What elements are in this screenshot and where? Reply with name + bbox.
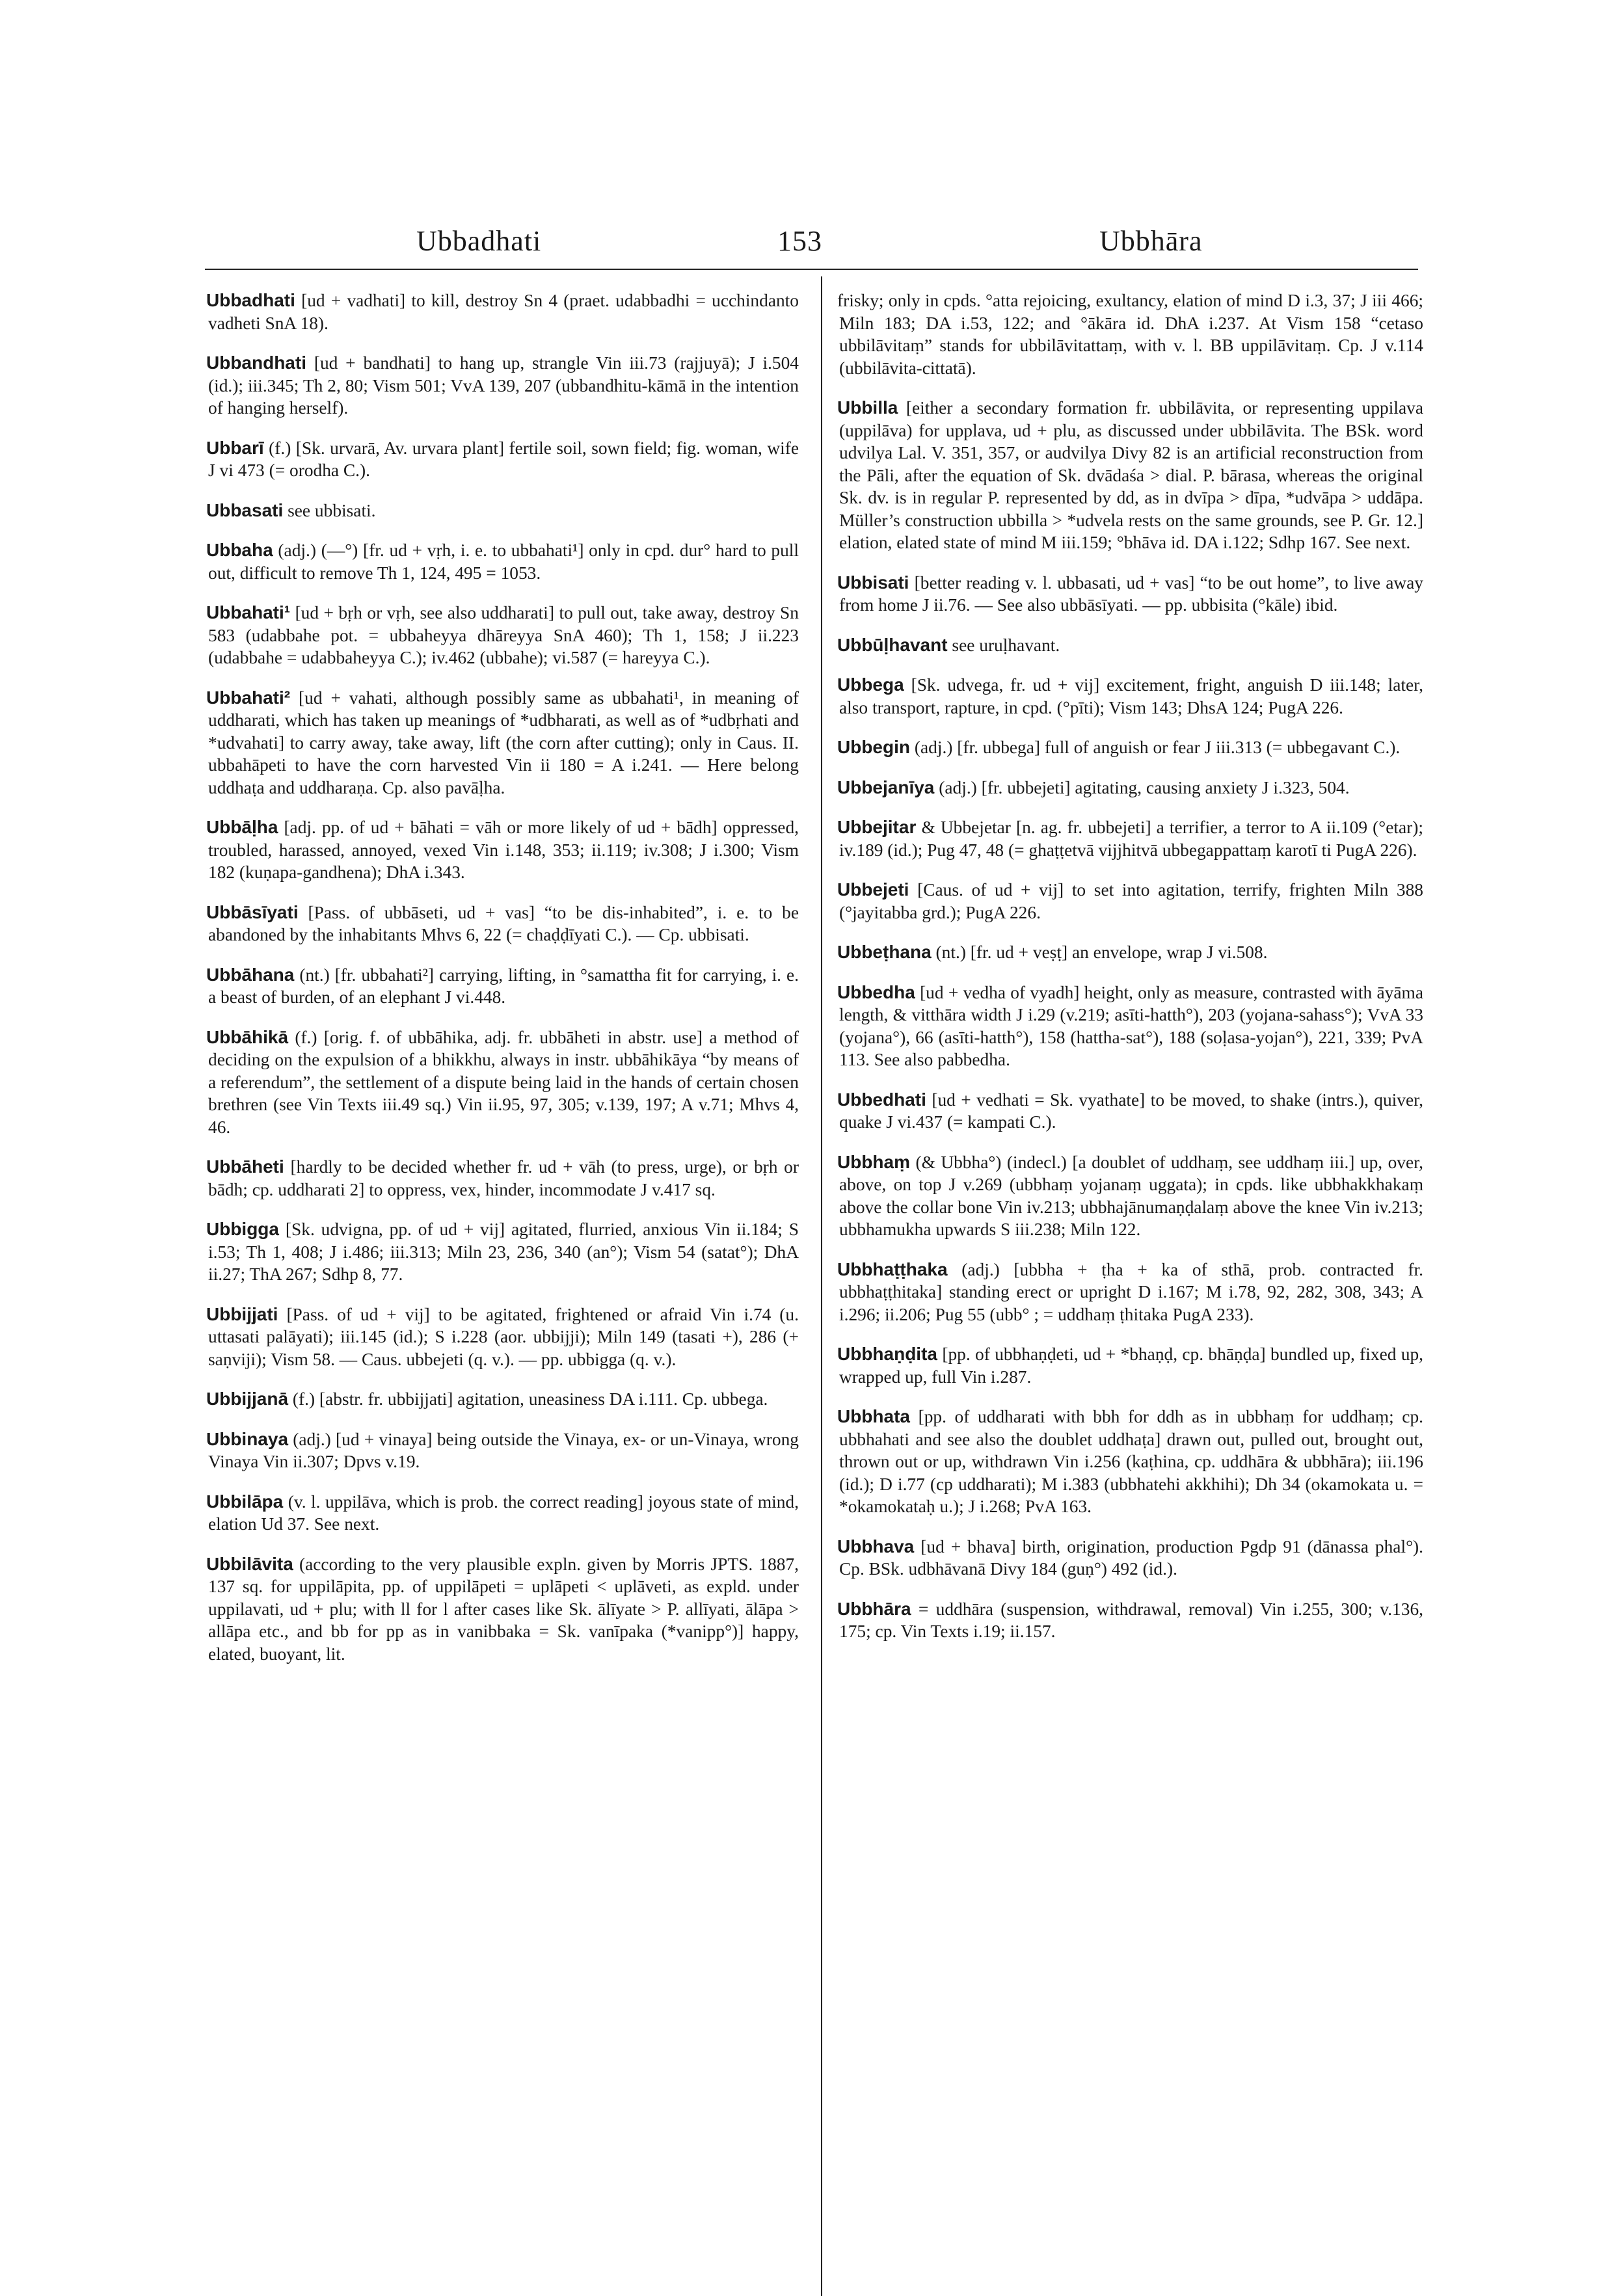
left-column [208,289,799,1683]
entry-headword: Ubbejeti [837,879,909,900]
column-divider [821,276,822,2296]
dictionary-entry [208,901,799,946]
entry-headword: Ubbāḷha [206,817,278,837]
entry-definition: [pp. of ubbhaṇḍeti, ud + *bhaṇḍ, cp. bhāṇḍa] bundled up, fixed up, wrapped up, full Vin i.287. [839,1344,1423,1387]
entry-definition: (adj.) [fr. ubbejeti] agitating, causing anxiety J i.323, 504. [939,777,1350,797]
entry-headword: Ubbhava [837,1536,915,1556]
entry-headword: Ubbāhana [206,964,295,985]
entry-definition: (adj.) [ubbha + ṭha + ka of sthā, prob. contracted fr. ubbhaṭṭhitaka] standing erect or upright D i.167; M i.78, 92, 282, 308, 343; A i.296; ii.206; Pug 55 (ubb° ; = uddhaṃ ṭhitaka PugA 233). [839,1259,1423,1324]
entry-definition: (adj.) [fr. ubbega] full of anguish or fear J iii.313 (= ubbegavant C.). [914,738,1401,757]
entry-definition: see uruḷhavant. [952,635,1060,655]
entry-definition: [Sk. udvega, fr. ud + vij] excitement, fright, anguish D iii.148; later, also transport, rapture, in cpd. (°pīti); Vism 143; DhsA 124; PugA 226. [839,675,1423,717]
dictionary-entry [839,777,1423,799]
entry-definition: [pp. of uddharati with bbh for ddh as in ubbhaṃ for uddhaṃ; cp. ubbhahati and see also the doublet uddhaṭa] drawn out, pulled out, brought out, thrown out or up, withdrawn Vin i.256 (kaṭhina, cp. uddhāra & ubbhāra); iii.196 (id.); D i.77 (cp uddharati); M i.383 (ubbhatehi akkhihi); Dh 34 (okamokata u. = *okamokataḥ u.); J i.268; PvA 163. [839,1407,1423,1516]
dictionary-entry [208,1303,799,1371]
entry-headword: Ubbahati¹ [206,602,291,622]
dictionary-entry [208,437,799,482]
dictionary-entry [839,1536,1423,1581]
entry-definition: [ud + bandhati] to hang up, strangle Vin iii.73 (rajjuyā); J i.504 (id.); iii.345; Th 2, 80; Vism 501; VvA 139, 207 (ubbandhitu-kāmā in the intention of hanging herself). [208,353,799,418]
dictionary-entry [839,981,1423,1071]
entry-definition: (nt.) [fr. ubbahati²] carrying, lifting, in °samattha fit for carrying, i. e. a beast of burden, of an elephant J vi.448. [208,965,799,1007]
dictionary-entry [208,687,799,799]
dictionary-entry [208,964,799,1009]
page-number: 153 [777,225,822,257]
dictionary-entry [208,1428,799,1473]
entry-definition: (adj.) [ud + vinaya] being outside the Vinaya, ex- or un-Vinaya, wrong Vinaya Vin ii.307; Dpvs v.19. [208,1429,799,1471]
entry-headword: Ubbinaya [206,1428,289,1449]
entry-definition: (v. l. uppilāva, which is prob. the correct reading] joyous state of mind, elation Ud 37. See next. [208,1491,799,1534]
entry-headword: Ubbadhati [206,290,295,310]
entry-headword: Ubbaha [206,540,273,560]
entry-headword: Ubbhata [837,1406,910,1426]
entry-headword: Ubbilla [837,397,898,418]
running-head-last-word: Ubbhāra [1099,225,1203,257]
dictionary-entry [839,941,1423,964]
entry-definition: = uddhāra (suspension, withdrawal, removal) Vin i.255, 300; v.136, 175; cp. Vin Texts i.19; ii.157. [839,1599,1423,1641]
entry-headword: Ubbandhati [206,353,306,373]
entry-definition: [Caus. of ud + vij] to set into agitation, terrify, frighten Miln 388 (°jayitabba grd.); PugA 226. [839,880,1423,922]
dictionary-entry [839,736,1423,759]
dictionary-entry [839,572,1423,617]
entry-definition: [ud + vedhati = Sk. vyathate] to be moved, to shake (intrs.), quiver, quake J vi.437 (= kampati C.). [839,1089,1423,1132]
entry-headword: Ubbhaṭṭhaka [837,1259,948,1279]
dictionary-entry [839,1406,1423,1518]
dictionary-entry [839,674,1423,719]
entry-definition: [ud + vahati, although possibly same as ubbahati¹, in meaning of uddharati, which has taken up meanings of *udbharati, as well as of *udbṛhati and *udvahati] to carry away, take away, lift (the corn after cutting); only in Caus. II. ubbahāpeti to have the corn harvested Vin ii 180 = A i.241. — Here belong uddhaṭa and uddharaṇa. Cp. also pavāḷha. [208,687,799,797]
entry-headword: Ubbarī [206,437,264,458]
entry-definition: [ud + bhava] birth, origination, production Pgdp 91 (dānassa phal°). Cp. BSk. udbhāvanā Divy 184 (guṇ°) 492 (id.). [839,1536,1423,1579]
entry-definition: [hardly to be decided whether fr. ud + vāh (to press, urge), or bṛh or bādh; cp. uddharati 2] to oppress, vex, hinder, incommodate J v.417 sq. [208,1157,799,1199]
dictionary-entry [208,602,799,669]
dictionary-entry [208,1491,799,1536]
entry-headword: Ubbilāpa [206,1491,284,1512]
dictionary-entry [208,539,799,584]
dictionary-entry [839,1598,1423,1643]
entry-definition: (f.) [Sk. urvarā, Av. urvara plant] fertile soil, sown field; fig. woman, wife J vi 473 (= orodha C.). [208,438,799,480]
entry-headword: Ubbahati² [206,687,291,708]
dictionary-entry [839,634,1423,657]
entry-definition: & Ubbejetar [n. ag. fr. ubbejeti] a terrifier, a terror to A ii.109 (°etar); iv.189 (id.); Pug 47, 48 (= ghaṭṭetvā vijjhitvā ubbegappattaṃ karotī ti PugA 226). [839,818,1423,860]
entry-headword: Ubbeṭhana [837,942,932,962]
entry-definition: (according to the very plausible expln. given by Morris JPTS. 1887, 137 sq. for uppilāpita, pp. of uppilāpeti = uplāpeti < uplāveti, as expld. under uppilavati, ud + plu; with ll for l after cases like Sk. ālīyate > P. allīyati, ālāpa > allāpa etc., and bb for pp as in vanibbaka = Sk. vanīpaka (*vanipp°)] happy, elated, buoyant, lit. [208,1554,799,1664]
dictionary-entry [208,289,799,334]
entry-definition: [ud + vadhati] to kill, destroy Sn 4 (praet. udabbadhi = ucchindanto vadheti SnA 18). [208,291,799,333]
entry-headword: Ubbilāvita [206,1553,293,1574]
entry-definition: [ud + vedha of vyadh] height, only as measure, contrasted with āyāma length, & vitthāra width J i.29 (v.219; asīti-hatth°), 203 (yojana-sahass°); VvA 33 (yojana°), 66 (asīti-hatth°), 158 (hattha-sat°), 188 (soḷasa-yojan°), 221, 339; PvA 113. See also pabbedha. [839,982,1423,1069]
dictionary-entry [839,879,1423,924]
entry-definition: [Sk. udvigna, pp. of ud + vij] agitated, flurried, anxious Vin ii.184; S i.53; Th 1, 408; J i.486; iii.313; Miln 23, 236, 340 (an°); Vism 54 (satat°); DhA ii.27; ThA 267; Sdhp 8, 77. [208,1220,799,1284]
dictionary-entry [208,1553,799,1666]
entry-definition: (& Ubbha°) (indecl.) [a doublet of uddhaṃ, see uddhaṃ iii.] up, over, above, on top J v.269 (ubbhaṃ yojanaṃ uggata); in cpds. like ubbhakkhakaṃ above the collar bone Vin iv.213; ubbhajānumaṇḍalaṃ above the knee Vin iv.213; ubbhamukha upwards S iii.238; Miln 122. [839,1152,1423,1239]
dictionary-entry [208,1026,799,1139]
entry-definition: (f.) [abstr. fr. ubbijjati] agitation, uneasiness DA i.111. Cp. ubbega. [292,1389,768,1409]
entry-definition: [ud + bṛh or vṛh, see also uddharati] to pull out, take away, destroy Sn 583 (udabbahe pot. = ubbaheyya dhāreyya SnA 460); Th 1, 158; J ii.223 (udabbahe = udabbaheyya C.); iv.462 (ubbahe); vi.587 (= hareyya C.). [208,603,799,667]
dictionary-entry [208,352,799,420]
entry-definition: see ubbisati. [288,500,376,520]
dictionary-entry [208,816,799,884]
dictionary-entry [839,816,1423,861]
entry-headword: Ubbhāra [837,1598,911,1619]
entry-headword: Ubbūḷhavant [837,634,948,655]
entry-headword: Ubbigga [206,1219,279,1239]
entry-definition: [adj. pp. of ud + bāhati = vāh or more likely of ud + bādh] oppressed, troubled, harassed, annoyed, vexed Vin i.148, 353; ii.119; iv.308; J i.300; Vism 182 (kuṇapa-gandhena); DhA i.343. [208,818,799,882]
entry-headword: Ubbijjati [206,1303,278,1324]
running-head-first-word: Ubbadhati [416,225,542,257]
entry-headword: Ubbasati [206,500,284,520]
entry-definition: [Pass. of ubbāseti, ud + vas] “to be dis-inhabited”, i. e. to be abandoned by the inhabitants Mhvs 6, 22 (= chaḍḍīyati C.). — Cp. ubbisati. [208,902,799,944]
entry-headword: Ubbega [837,674,904,695]
entry-headword: Ubbhaṃ [837,1151,910,1172]
right-column [839,289,1423,1661]
entry-headword: Ubbāheti [206,1156,284,1177]
entry-headword: Ubbāsīyati [206,901,299,922]
entry-definition: [Pass. of ud + vij] to be agitated, frightened or afraid Vin i.74 (u. uttasati palāyati); iii.145 (id.); S i.228 (aor. ubbijji); Miln 149 (tasati +), 286 (+ saṇviji); Vism 58. — Caus. ubbejeti (q. v.). — pp. ubbigga (q. v.). [208,1304,799,1369]
entry-definition: (adj.) (—°) [fr. ud + vṛh, i. e. to ubbahati¹] only in cpd. dur° hard to pull out, difficult to remove Th 1, 124, 495 = 1053. [208,541,799,583]
entry-headword: Ubbegin [837,737,910,757]
entry-definition: [either a secondary formation fr. ubbilāvita, or representing uppilava (uppilāva) for upplava, ud + plu, as discussed under ubbilāvita. The BSk. word udvilya Lal. V. 351, 357, or audvilya Divy 82 is an artificial reconstruction from the Pāli, after the equation of Sk. dvādaśa > dial. P. bārasa, whereas the original Sk. dv. is in regular P. represented by dd, as in dvīpa > dīpa, *udvāpa > uddāpa. Müller’s construction ubbilla > *udvela rests on the same grounds, see P. Gr. 12.] elation, elated state of mind M iii.159; °bhāva id. DA i.122; Sdhp 167. See next. [839,398,1423,552]
entry-headword: Ubbejanīya [837,777,935,797]
header-rule [205,269,1418,270]
dictionary-entry [839,1151,1423,1241]
dictionary-entry [839,1343,1423,1388]
dictionary-entry [208,1218,799,1286]
entry-headword: Ubbedha [837,981,915,1002]
entry-definition: [better reading v. l. ubbasati, ud + vas] “to be out home”, to live away from home J ii.76. — See also ubbāsīyati. — pp. ubbisita (°kāle) ibid. [839,572,1423,615]
entry-headword: Ubbāhikā [206,1026,289,1047]
entry-definition: (f.) [orig. f. of ubbāhika, adj. fr. ubbāheti in abstr. use] a method of deciding on the expulsion of a bhikkhu, always in instr. ubbāhikāya “by means of a referendum”, the settlement of a dispute being laid in the hands of certain chosen brethren (see Vin Texts iii.49 sq.) Vin ii.95, 97, 305; v.139, 197; A v.71; Mhvs 4, 46. [208,1027,799,1137]
dictionary-entry [208,1156,799,1201]
entry-headword: Ubbejitar [837,817,917,837]
entry-headword: Ubbisati [837,572,909,593]
dictionary-entry [839,289,1423,379]
dictionary-entry [839,1259,1423,1326]
dictionary-entry [208,1388,799,1411]
dictionary-entry [839,397,1423,554]
entry-headword: Ubbedhati [837,1089,926,1110]
entry-headword: Ubbijjanā [206,1389,289,1409]
entry-headword: Ubbhaṇḍita [837,1344,937,1364]
entry-definition: (nt.) [fr. ud + veṣṭ] an envelope, wrap J vi.508. [935,942,1268,962]
dictionary-entry [839,1089,1423,1134]
dictionary-entry [208,500,799,522]
entry-definition: frisky; only in cpds. °atta rejoicing, exultancy, elation of mind D i.3, 37; J iii 466; Miln 183; DA i.53, 122; and °ākāra id. DhA i.237. At Vism 158 “cetaso ubbilāvitaṃ” stands for ubbilāvitattaṃ, with v. l. BB uppilāvitaṃ. Cp. J v.114 (ubbilāvita-cittatā). [837,291,1423,378]
